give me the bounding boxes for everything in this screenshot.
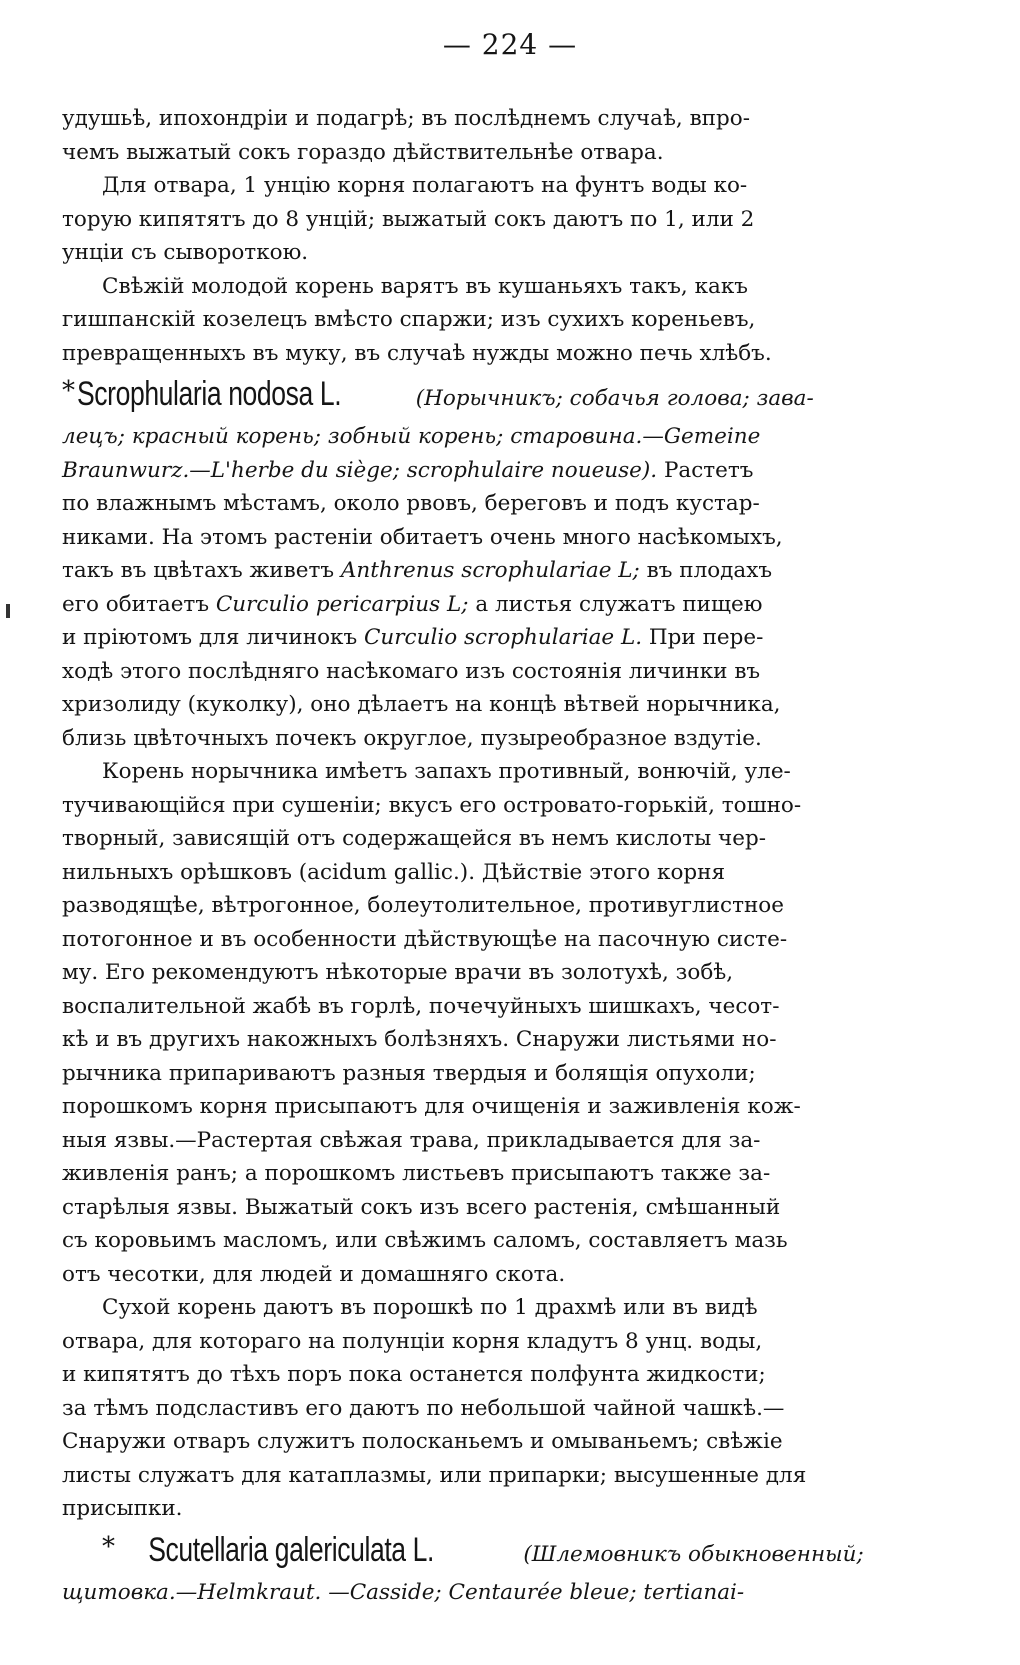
text-line: торую кипятятъ до 8 унцій; выжатый сокъ даютъ по 1, или 2 <box>62 206 755 232</box>
italic-text: Curculio scrophulariae L. <box>363 625 643 650</box>
text: При пере- <box>642 625 764 650</box>
species-heading-scrophularia <box>62 370 977 420</box>
margin-mark <box>6 604 10 618</box>
text: и пріютомъ для личинокъ <box>62 625 364 650</box>
text-line: отъ чесотки, для людей и домашняго скота. <box>62 1261 566 1287</box>
page-number: — 224 — <box>442 28 578 61</box>
text-line: творный, зависящій отъ содержащейся въ немъ кислоты чер- <box>62 826 767 851</box>
text-line: удушьѣ, ипохондріи и подагрѣ; въ послѣднемъ случаѣ, впро- <box>62 106 750 131</box>
text-line: и кипятятъ до тѣхъ поръ пока останется полфунта жидкости; <box>62 1362 766 1387</box>
text-line: воспалительной жабѣ въ горлѣ, почечуйныхъ шишкахъ, чесот- <box>62 993 780 1019</box>
text-line: нильныхъ орѣшковъ (acidum gallic.). Дѣйствіе этого корня <box>62 859 726 885</box>
species-name: Scrophularia nodosa L. <box>77 375 342 413</box>
text-line: старѣлыя язвы. Выжатый сокъ изъ всего растенія, смѣшанный <box>62 1194 781 1220</box>
text-line: листы служатъ для катаплазмы, или припарки; высушенные для <box>62 1462 807 1488</box>
text-line <box>62 554 977 588</box>
body-text <box>62 102 977 1609</box>
text-line: превращенныхъ въ муку, въ случаѣ нужды можно печь хлѣбъ. <box>62 340 772 366</box>
text-line: за тѣмъ подсластивъ его даютъ по небольшой чайной чашкѣ.— <box>62 1395 785 1421</box>
text: такъ въ цвѣтахъ живетъ <box>62 558 341 583</box>
text-line <box>62 588 977 622</box>
text-line: му. Его рекомендуютъ нѣкоторые врачи въ золотухѣ, зобѣ, <box>62 960 734 985</box>
text-line: ходѣ этого послѣдняго насѣкомаго изъ состоянія личинки въ <box>62 658 761 684</box>
text-line: хризолиду (куколку), оно дѣлаетъ на концѣ вѣтвей норычника, <box>62 692 781 717</box>
text: его обитаетъ <box>62 591 216 617</box>
text-line: Сухой корень даютъ въ порошкѣ по 1 драхмѣ или въ видѣ <box>102 1295 758 1320</box>
italic-text: Braunwurz.—L'herbe du siège; scrophulaire noueuse). <box>62 457 658 483</box>
text-line: унціи съ сывороткою. <box>62 240 309 265</box>
text-line: рычника припариваютъ разныя твердыя и болящія опухоли; <box>62 1060 756 1086</box>
text-line: Корень норычника имѣетъ запахъ противный, вонючій, уле- <box>102 759 791 784</box>
text-line: щитовка.—Helmkraut. —Casside; Centaurée bleue; tertianai- <box>62 1579 745 1605</box>
text-line: Свѣжій молодой корень варятъ въ кушаньяхъ такъ, какъ <box>102 273 748 299</box>
text: въ плодахъ <box>639 558 773 583</box>
text-line: разводящѣе, вѣтрогонное, болеутолительное, противуглистное <box>62 893 784 918</box>
text-line: гишпанскій козелецъ вмѣсто спаржи; изъ сухихъ кореньевъ, <box>62 307 756 332</box>
species-heading-scutellaria <box>62 1526 977 1576</box>
text-line: съ коровьимъ масломъ, или свѣжимъ саломъ, составляетъ мазь <box>62 1228 788 1253</box>
text-line <box>62 454 977 488</box>
species-common-names: (Шлемовникъ обыкновенный; <box>523 1541 864 1567</box>
text-line: Снаружи отваръ служитъ полосканьемъ и омываньемъ; свѣжіе <box>62 1429 783 1454</box>
text-line: потогонное и въ особенности дѣйствующѣе на пасочную систе- <box>62 926 788 952</box>
text-line: близь цвѣточныхъ почекъ округлое, пузыреобразное вздутіе. <box>62 725 762 751</box>
text-line: никами. На этомъ растеніи обитаетъ очень много насѣкомыхъ, <box>62 524 783 550</box>
text-line: отвара, для котораго на полунціи корня кладутъ 8 унц. воды, <box>62 1328 763 1354</box>
text-line: по влажнымъ мѣстамъ, около рвовъ, береговъ и подъ кустар- <box>62 491 760 516</box>
text-line: порошкомъ корня присыпаютъ для очищенія и заживленія кож- <box>62 1094 801 1119</box>
italic-text: Anthrenus scrophulariae L; <box>340 558 640 583</box>
text-line <box>62 621 977 655</box>
text-line: лецъ; красный корень; зобный корень; старовина.—Gemeine <box>62 424 761 449</box>
asterisk-mark: * <box>62 376 75 406</box>
text-line: тучивающійся при сушеніи; вкусъ его островато-горькій, тошно- <box>62 792 802 818</box>
text-line: кѣ и въ другихъ накожныхъ болѣзняхъ. Снаружи листьями но- <box>62 1027 777 1052</box>
text-line: живленія ранъ; а порошкомъ листьевъ присыпаютъ также за- <box>62 1161 771 1186</box>
species-common-names: (Норычникъ; собачья голова; зава- <box>415 386 814 411</box>
text-line: Для отвара, 1 унцію корня полагаютъ на фунтъ воды ко- <box>102 173 748 198</box>
text-line: присыпки. <box>62 1496 183 1521</box>
asterisk-mark: * <box>102 1531 115 1562</box>
text-line: чемъ выжатый сокъ гораздо дѣйствительнѣе отвара. <box>62 139 664 165</box>
italic-text: Curculio pericarpius L; <box>215 591 469 617</box>
text: Растетъ <box>657 457 754 483</box>
species-name: Scutellaria galericulata L. <box>148 1530 434 1569</box>
text: а листья служатъ пищею <box>468 591 763 617</box>
text-line: ныя язвы.—Растертая свѣжая трава, прикладывается для за- <box>62 1127 761 1153</box>
